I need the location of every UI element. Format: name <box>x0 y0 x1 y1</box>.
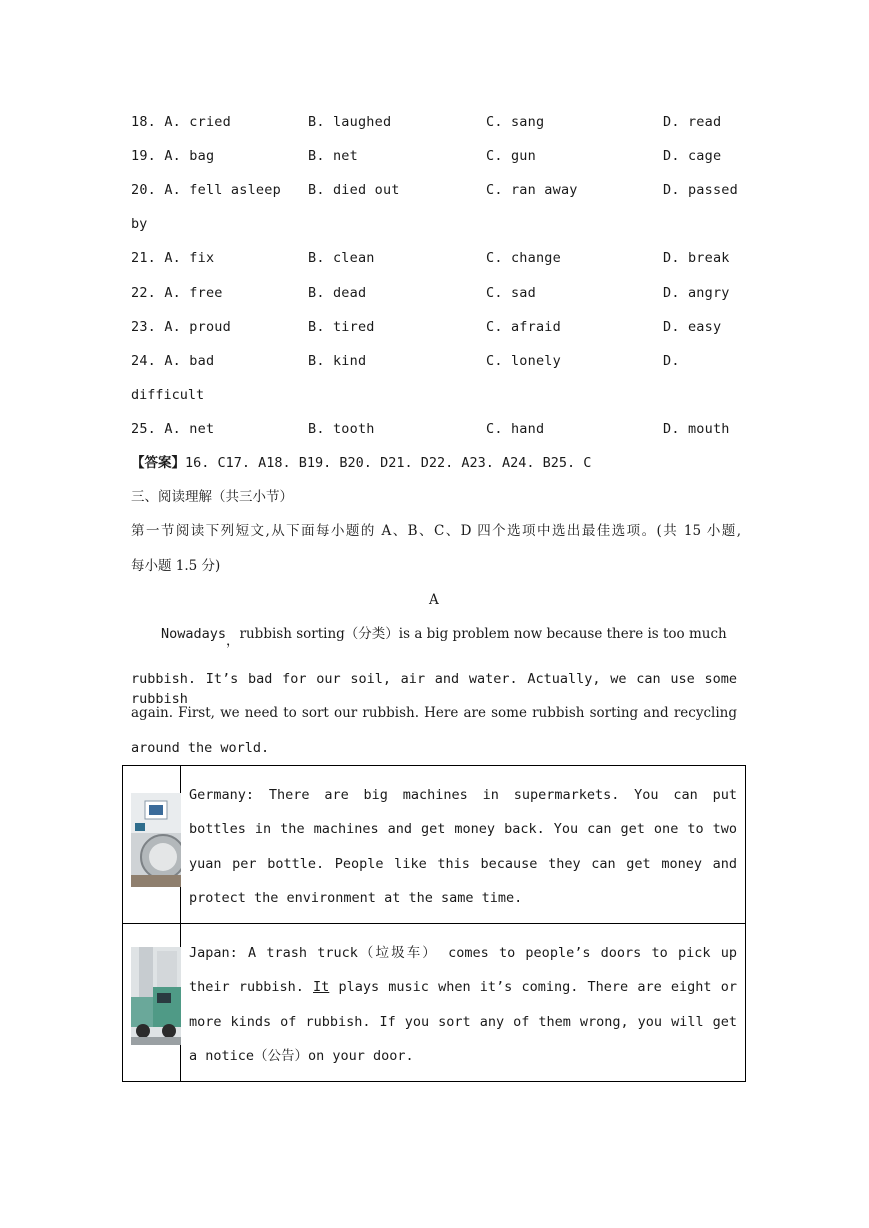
question-18-options <box>131 112 751 132</box>
option-d: D. easy <box>663 319 722 335</box>
table-row-japan <box>123 924 746 1082</box>
option-b: B. net <box>308 148 358 164</box>
question-20-options <box>131 180 751 200</box>
option-b: B. died out <box>308 182 400 198</box>
answer-line <box>131 453 741 473</box>
option-b: B. kind <box>308 353 367 369</box>
option-c: C. ran away <box>486 182 578 198</box>
option-c: C. sang <box>486 114 545 130</box>
intro-line-4: around the world. <box>131 740 270 756</box>
question-number: 20. A. fell asleep <box>131 182 281 198</box>
intro-line-1-rest: rubbish sorting（分类）is a big problem now because there is too much <box>239 626 727 642</box>
japan-text-part-1: Japan: A trash truck（垃圾车） comes to people’s doors to pick up their rubbish. <box>189 945 737 996</box>
option-c: C. afraid <box>486 319 561 335</box>
question-21-options <box>131 248 751 268</box>
section-title: 三、阅读理解（共三小节） <box>131 489 293 505</box>
japan-underlined-it: It <box>313 979 330 996</box>
question-number: 22. A. free <box>131 285 223 301</box>
question-number: 23. A. proud <box>131 319 231 335</box>
option-b: B. laughed <box>308 114 392 130</box>
option-c: C. lonely <box>486 353 561 369</box>
question-23-options <box>131 317 751 337</box>
question-number: 19. A. bag <box>131 148 215 164</box>
option-d: D. passed <box>663 182 738 198</box>
question-19-options <box>131 146 751 166</box>
intro-word-nowadays: Nowadays <box>161 626 227 642</box>
intro-line-3: again. First, we need to sort our rubbish. Here are some rubbish sorting and recycling <box>131 705 737 721</box>
option-c: C. sad <box>486 285 536 301</box>
option-d: D. break <box>663 250 730 266</box>
recycling-machine-image <box>131 793 181 887</box>
table-row-germany <box>123 766 746 924</box>
germany-text: Germany: There are big machines in supermarkets. You can put bottles in the machines and get money back. You can get one to two yuan per bottle. People like this because they can get money and protect the environment at the same time. <box>181 766 746 924</box>
option-c: C. hand <box>486 421 545 437</box>
japan-text <box>181 924 746 1082</box>
intro-line-2: rubbish. It’s bad for our soil, air and water. Actually, we can use some rubbish <box>131 671 737 707</box>
question-24-options <box>131 351 751 371</box>
japan-image-cell <box>123 924 181 1082</box>
instruction-line-2: 每小题 1.5 分) <box>131 558 221 574</box>
question-number: 25. A. net <box>131 421 215 437</box>
option-b: B. tired <box>308 319 375 335</box>
option-c: C. change <box>486 250 561 266</box>
question-24-wrap: difficult <box>131 387 205 403</box>
option-b: B. dead <box>308 285 367 301</box>
option-c: C. gun <box>486 148 536 164</box>
option-d: D. <box>663 353 680 369</box>
answer-label: 【答案】 <box>131 455 185 471</box>
question-20-wrap: by <box>131 216 148 232</box>
instruction-line-1: 第一节阅读下列短文,从下面每小题的 A、B、C、D 四个选项中选出最佳选项。(共 15 小题, <box>131 523 741 539</box>
question-number: 18. A. cried <box>131 114 231 130</box>
option-d: D. read <box>663 114 722 130</box>
option-b: B. clean <box>308 250 375 266</box>
trash-truck-image <box>131 947 181 1045</box>
option-d: D. mouth <box>663 421 730 437</box>
germany-image-cell <box>123 766 181 924</box>
question-number: 24. A. bad <box>131 353 215 369</box>
question-22-options <box>131 283 751 303</box>
intro-comma: ， <box>226 633 240 649</box>
recycling-table <box>122 765 746 1082</box>
intro-line-1 <box>161 624 739 649</box>
question-number: 21. A. fix <box>131 250 215 266</box>
question-25-options <box>131 419 751 439</box>
option-d: D. cage <box>663 148 722 164</box>
japan-text-part-2: plays music when it’s coming. There are eight or more kinds of rubbish. If you sort any of them wrong, you will get a notice（公告）on your door. <box>189 979 737 1065</box>
option-d: D. angry <box>663 285 730 301</box>
answer-text: 16. C17. A18. B19. B20. D21. D22. A23. A24. B25. C <box>185 455 592 471</box>
option-b: B. tooth <box>308 421 375 437</box>
passage-label: A <box>429 592 439 608</box>
